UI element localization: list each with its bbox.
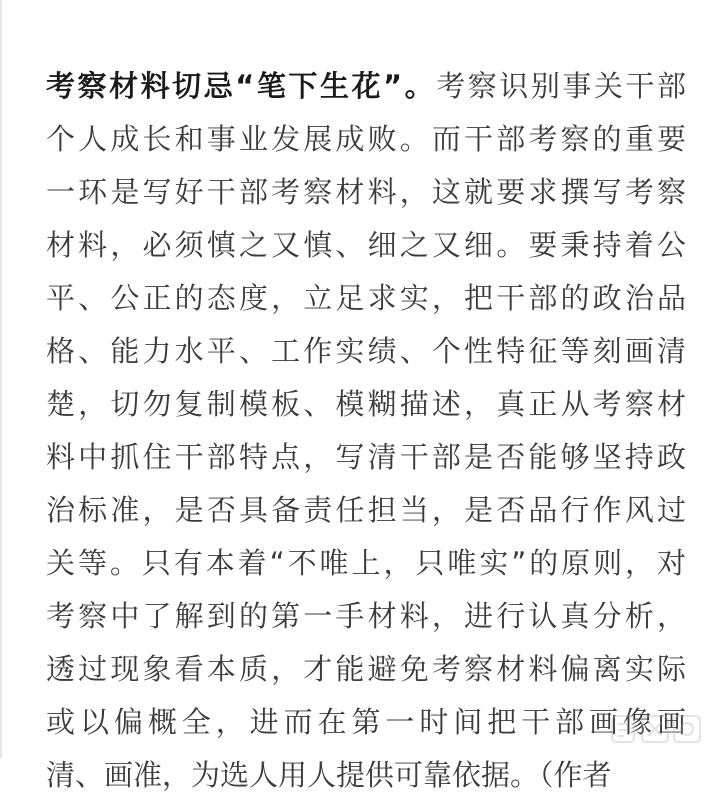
paragraph-line-9: 治标准，是否具备责任担当，是否品行作风过 [46,493,686,527]
paragraph-line-12: 透过现象看本质，才能避免考察材料偏离实际 [46,652,686,686]
watermark-logo-icon [610,712,702,746]
paragraph-line-7: 楚，切勿复制模板、模糊描述，真正从考察材 [46,387,686,421]
paragraph-line-8: 料中抓住干部特点，写清干部是否能够坚持政 [46,440,686,474]
paragraph-line-6: 格、能力水平、工作实绩、个性特征等刻画清 [46,334,686,368]
paragraph-line-14: 清、画准，为选人用人提供可靠依据。（作者 [46,758,612,792]
paragraph-line-11: 考察中了解到的第一手材料，进行认真分析， [46,599,686,633]
paragraph-line-2: 个人成长和事业发展成败。而干部考察的重要 [46,122,686,156]
paragraph-line-13: 或以偏概全，进而在第一时间把干部画像画 [46,705,686,739]
paragraph-text: 考察识别事关干部 [436,69,686,103]
paragraph-line-3: 一环是写好干部考察材料，这就要求撰写考察 [46,175,686,209]
paragraph-line-10: 关等。只有本着“不唯上，只唯实”的原则，对 [46,546,686,580]
article-body [46,60,686,802]
paragraph-line-4: 材料，必须慎之又慎、细之又细。要秉持着公 [46,228,686,262]
section-heading: 考察材料切忌“笔下生花”。 [46,69,437,103]
paragraph-line-5: 平、公正的态度，立足求实，把干部的政治品 [46,281,686,315]
paragraph-line-1 [46,60,686,113]
